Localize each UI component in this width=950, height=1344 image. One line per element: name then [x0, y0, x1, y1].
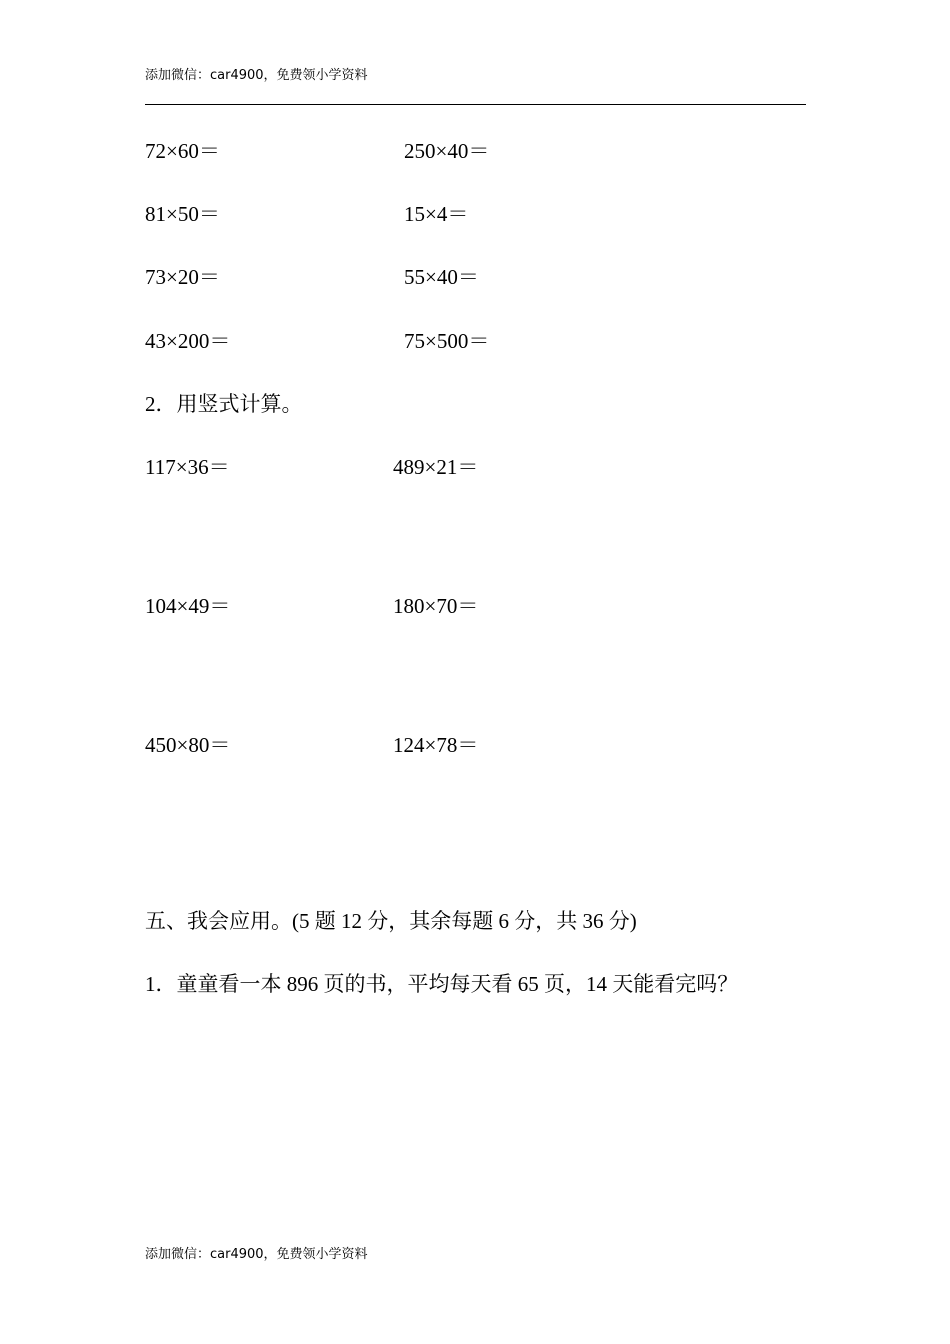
- section-5-title: 五、我会应用。(5 题 12 分，其余每题 6 分，共 36 分): [145, 909, 637, 933]
- vertical-calc-row-3-right: 124×78＝: [393, 733, 479, 757]
- oral-calc-row-3-right: 55×40＝: [404, 265, 479, 289]
- oral-calc-row-4-left: 43×200＝: [145, 329, 231, 353]
- section-2-title: 2．用竖式计算。: [145, 392, 303, 416]
- application-question-1: 1．童童看一本 896 页的书，平均每天看 65 页，14 天能看完吗？: [145, 972, 739, 996]
- oral-calc-row-3-left: 73×20＝: [145, 265, 220, 289]
- oral-calc-row-2-left: 81×50＝: [145, 202, 220, 226]
- oral-calc-row-2-right: 15×4＝: [404, 202, 469, 226]
- vertical-calc-row-1-left: 117×36＝: [145, 455, 230, 479]
- page-header: 添加微信：car4900，免费领小学资料: [145, 68, 368, 83]
- oral-calc-row-1-left: 72×60＝: [145, 139, 220, 163]
- vertical-calc-row-2-left: 104×49＝: [145, 594, 231, 618]
- vertical-calc-row-3-left: 450×80＝: [145, 733, 231, 757]
- vertical-calc-row-2-right: 180×70＝: [393, 594, 479, 618]
- oral-calc-row-4-right: 75×500＝: [404, 329, 490, 353]
- header-divider: [145, 104, 806, 105]
- vertical-calc-row-1-right: 489×21＝: [393, 455, 479, 479]
- oral-calc-row-1-right: 250×40＝: [404, 139, 490, 163]
- page-footer: 添加微信：car4900，免费领小学资料: [145, 1247, 368, 1262]
